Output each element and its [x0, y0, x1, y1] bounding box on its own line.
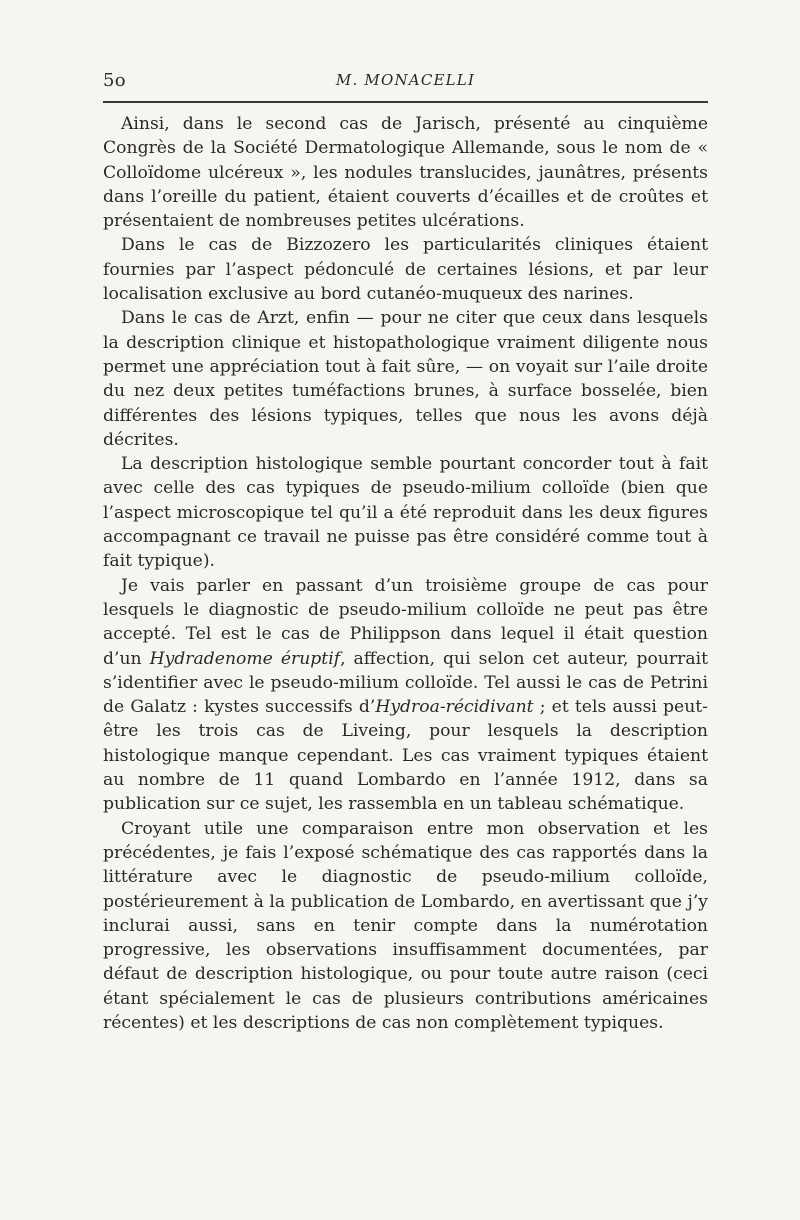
italic-term: Hydroa-récidivant [375, 697, 534, 718]
paragraph: Croyant utile une comparaison entre mon observation et les précédentes, je fais l’exposé schématique des cas rapportés dans la littérature avec le diagnostic de pseudo-milium colloïde, postérieurement à la publication de Lombardo, en avertissant que j’y inclurai aussi, sans en tenir compte dans la numérotation progressive, les observations insuffisamment documentées, par défaut de description histologique, ou pour toute autre raison (ceci étant spécialement le cas de plusieurs contributions américaines récentes) et les descriptions de cas non complètement typiques. [103, 818, 708, 1033]
italic-term: Hydradenome éruptif [149, 648, 341, 669]
paragraph-text: Je vais parler en passant d’un troisième groupe de cas pour lesquels le diagnostic de pseudo-milium colloïde ne peut pas être accepté. Tel est le cas de Philippson dans lequel il était question d’un [103, 575, 708, 669]
paragraph: La description histologique semble pourtant concorder tout à fait avec celle des cas typiques de pseudo-milium colloïde (bien que l’aspect microscopique tel qu’il a été reproduit dans les deux figures accompagnant ce travail ne puisse pas être considéré comme tout à fait typique). [103, 454, 708, 572]
header-rule [103, 101, 708, 103]
paragraph: Dans le cas de Bizzozero les particularités cliniques étaient fournies par l’aspect pédonculé de certaines lésions, et par leur localisation exclusive au bord cutanéo-muqueux des narines. [103, 235, 708, 305]
paragraph-text: , affection, qui selon cet auteur, pourrait s’identifier avec le pseudo-milium colloïde. Tel aussi le cas de Petrini de Galatz : kystes successifs d’ [103, 648, 708, 718]
paragraph-text: ; et tels aussi peut-être les trois cas de Liveing, pour lesquels la description histologique manque cependant. Les cas vraiment typiques étaient au nombre de 11 quand Lombardo en l’année 1912, dans sa publication sur ce sujet, les rassembla en un tableau schématique. [103, 697, 708, 815]
running-head [103, 70, 708, 94]
page-number: 5o [103, 70, 126, 91]
paragraph: Ainsi, dans le second cas de Jarisch, présenté au cinquième Congrès de la Société Dermatologique Allemande, sous le nom de « Colloïdome ulcéreux », les nodules translucides, jaunâtres, présents dans l’oreille du patient, étaient couverts d’écailles et de croûtes et présentaient de nombreuses petites ulcérations. [103, 114, 708, 232]
running-title: M. MONACELLI [335, 71, 476, 89]
body-text [103, 112, 708, 1035]
paragraph [103, 574, 708, 817]
paragraph: Dans le cas de Arzt, enfin — pour ne citer que ceux dans lesquels la description clinique et histopathologique vraiment diligente nous permet une appréciation tout à fait sûre, — on voyait sur l’aile droite du nez deux petites tuméfactions brunes, à surface bosselée, bien différentes des lésions typiques, telles que nous les avons déjà décrites. [103, 308, 708, 450]
